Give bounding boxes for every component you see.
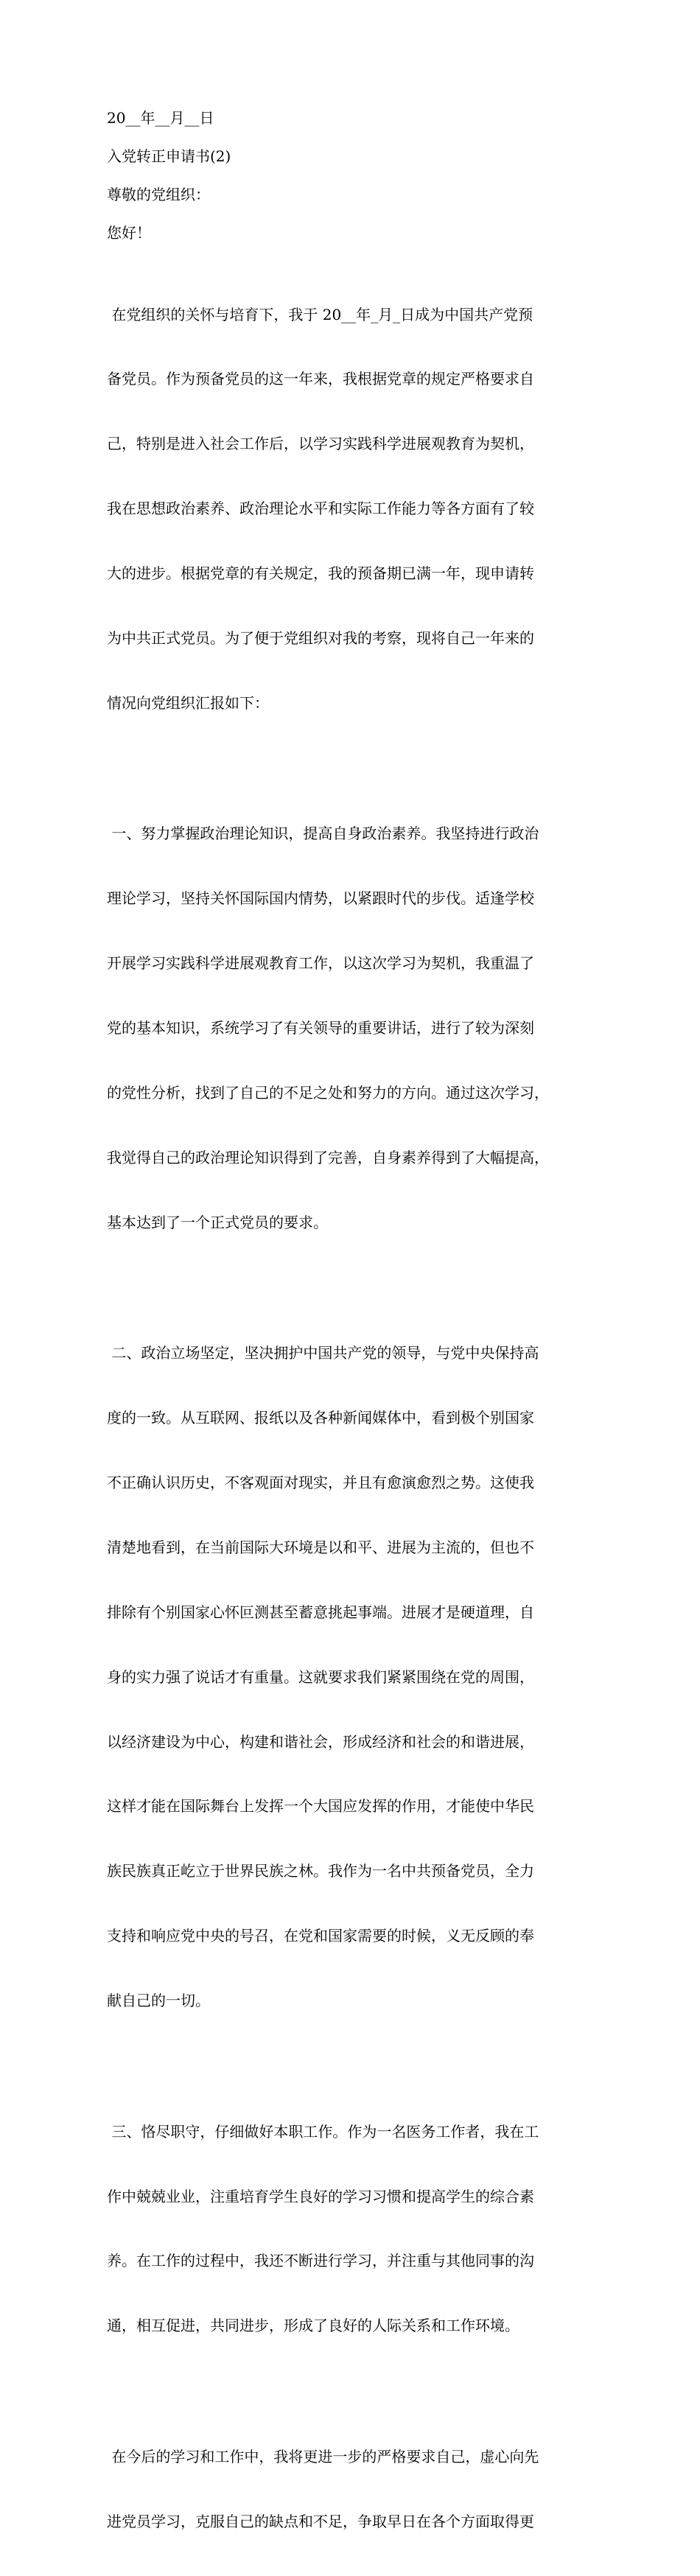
text-line: 清楚地看到，在当前国际大环境是以和平、进展为主流的，但也不 (107, 1538, 534, 1556)
text-line: 大的进步。根据党章的有关规定，我的预备期已满一年，现申请转 (107, 564, 534, 583)
text-line: 在党组织的关怀与培育下，我于 20__年_月_日成为中国共产党预 (107, 305, 533, 323)
text-line: 己，特别是进入社会工作后，以学习实践科学进展观教育为契机， (107, 435, 534, 453)
text-line: 这样才能在国际舞台上发挥一个大国应发挥的作用，才能使中华民 (107, 1797, 534, 1816)
text-line: 基本达到了一个正式党员的要求。 (107, 1213, 328, 1231)
paragraph-2 (107, 780, 597, 1277)
document-page (107, 108, 597, 2576)
text-line: 通，相互促进，共同进步，形成了良好的人际关系和工作环境。 (107, 2317, 519, 2335)
text-line: 养。在工作的过程中，我还不断进行学习，并注重与其他同事的沟 (107, 2252, 534, 2270)
text-line: 不正确认识历史，不客观面对现实，并且有愈演愈烈之势。这使我 (107, 1474, 534, 1492)
text-line: 备党员。作为预备党员的这一年来，我根据党章的规定严格要求自 (107, 370, 534, 388)
text-line: 的党性分析，找到了自己的不足之处和努力的方向。通过这次学习， (107, 1083, 549, 1102)
text-line: 以经济建设为中心，构建和谐社会，形成经济和社会的和谐进展， (107, 1732, 534, 1751)
text-line: 情况向党组织汇报如下： (107, 693, 269, 712)
greeting: 您好！ (107, 224, 151, 242)
text-line: 为中共正式党员。为了便于党组织对我的考察，现将自己一年来的 (107, 629, 534, 648)
text-line: 我在思想政治素养、政治理论水平和实际工作能力等各方面有了较 (107, 500, 534, 518)
text-line: 开展学习实践科学进展观教育工作，以这次学习为契机，我重温了 (107, 954, 534, 973)
salutation: 尊敬的党组织： (107, 186, 210, 203)
text-line: 作中兢兢业业，注重培育学生良好的学习习惯和提高学生的综合素 (107, 2187, 534, 2205)
paragraph-5 (107, 2403, 597, 2575)
text-line: 进党员学习，克服自己的缺点和不足，争取早日在各个方面取得更 (107, 2512, 534, 2530)
text-line: 支持和响应党中央的号召，在党和国家需要的时候，义无反顾的奉 (107, 1927, 534, 1945)
text-line: 在今后的学习和工作中，我将更进一步的严格要求自己，虚心向先 (107, 2447, 539, 2465)
text-line: 理论学习，坚持关怀国际国内情势，以紧跟时代的步伐。适逢学校 (107, 889, 534, 908)
text-line: 三、恪尽职守，仔细做好本职工作。作为一名医务工作者，我在工 (107, 2122, 539, 2141)
text-line: 身的实力强了说话才有重量。这就要求我们紧紧围绕在党的周围， (107, 1667, 534, 1686)
text-line: 排除有个别国家心怀叵测甚至蓄意挑起事端。进展才是硬道理，自 (107, 1603, 534, 1621)
date-line: 20__年__月__日 (107, 109, 214, 127)
text-line: 一、努力掌握政治理论知识，提高自身政治素养。我坚持进行政治 (107, 825, 539, 843)
text-line: 我觉得自己的政治理论知识得到了完善，自身素养得到了大幅提高， (107, 1148, 549, 1166)
text-line: 族民族真正屹立于世界民族之林。我作为一名中共预备党员，全力 (107, 1862, 534, 1880)
text-line: 献自己的一切。 (107, 1992, 210, 2010)
paragraph-1 (107, 261, 597, 757)
text-line: 党的基本知识，系统学习了有关领导的重要讲话，进行了较为深刻 (107, 1019, 534, 1037)
paragraph-3 (107, 1300, 597, 2055)
text-line: 二、政治立场坚定，坚决拥护中国共产党的领导，与党中央保持高 (107, 1344, 539, 1362)
document-title: 入党转正申请书(2) (107, 147, 231, 165)
text-line: 度的一致。从互联网、报纸以及各种新闻媒体中，看到极个别国家 (107, 1409, 534, 1427)
paragraph-4 (107, 2078, 597, 2380)
